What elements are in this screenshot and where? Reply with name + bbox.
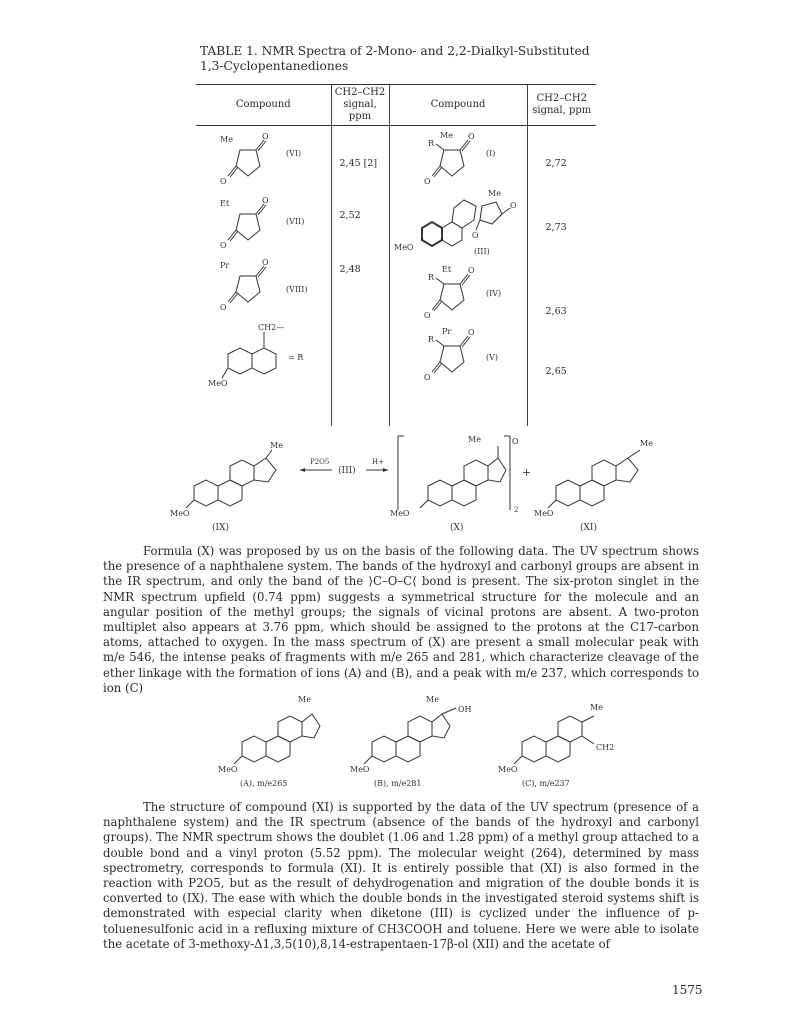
- label-xi: (XI): [580, 523, 597, 533]
- dialkyl-dione-structure: [414, 130, 524, 186]
- compound-id-v: (V): [485, 353, 498, 362]
- compound-id-i: (I): [485, 149, 495, 158]
- ion-b-label: (B), m/e281: [374, 779, 422, 788]
- svg-text:O: O: [262, 258, 269, 267]
- svg-text:O: O: [220, 303, 227, 312]
- value-viii: 2,48: [339, 264, 361, 275]
- value-iv: 2,63: [545, 306, 567, 317]
- svg-text:MeO: MeO: [498, 765, 518, 774]
- svg-text:O: O: [220, 177, 227, 186]
- paragraph-1: Formula (X) was proposed by us on the basis of the following data. The UV spectrum shows the presence of a naphthalene system. The bands of the hydroxyl and carbonyl groups are absent in the IR spectrum, and only the band of the ⟩C–O–C⟨ bond is present. The six-proton singlet in the NMR spectrum upfield (0.74 ppm) suggests a symmetrical structure for the molecule and an angular position of the methyl groups; the signals of vicinal protons are absent. A two-proton multiplet also appears at 3.76 ppm, which should be assigned to the protons at the C17-carbon atoms, attached to oxygen. In the mass spectrum of (X) are present a small molecular peak with m/e 546, the intense peaks of fragments with m/e 265 and 281, which characterize cleavage of the ether linkage with the formation of ions (A) and (B), and a peak with m/e 237, which corresponds to ion (C): [103, 544, 699, 695]
- table-caption-line2: 1,3-Cyclopentanediones: [200, 59, 349, 73]
- svg-text:Me: Me: [487, 189, 501, 198]
- right-compounds-cell: [389, 126, 527, 427]
- label-x: (X): [450, 523, 464, 533]
- reaction-mid-iii: (III): [338, 466, 356, 476]
- svg-text:Me: Me: [439, 131, 453, 140]
- plus-sign: +: [522, 466, 532, 479]
- ion-a-label: (A), m/e265: [240, 779, 288, 788]
- svg-text:Me: Me: [298, 695, 311, 704]
- cyclopentanedione-structure: [216, 130, 326, 186]
- ion-a-structure: [218, 695, 320, 788]
- left-compounds-cell: [196, 126, 331, 427]
- header-signal-right: CH2–CH2 signal, ppm: [527, 85, 596, 126]
- svg-text:MeO: MeO: [393, 243, 413, 252]
- svg-text:Et: Et: [441, 265, 451, 274]
- svg-text:Me: Me: [590, 703, 603, 712]
- svg-text:Me: Me: [640, 439, 653, 448]
- svg-text:O: O: [220, 241, 227, 250]
- svg-text:R: R: [427, 335, 434, 344]
- svg-text:O: O: [423, 177, 431, 186]
- header-signal-left: CH2–CH2 signal, ppm: [331, 85, 389, 126]
- cyclopentanedione-structure: [216, 256, 326, 312]
- value-i: 2,72: [545, 158, 567, 169]
- svg-text:MeO: MeO: [534, 509, 554, 518]
- svg-text:O: O: [467, 266, 475, 275]
- value-vi: 2,45 [2]: [339, 158, 378, 169]
- svg-text:O: O: [467, 132, 475, 141]
- dialkyl-dione-structure: [414, 324, 524, 384]
- svg-text:2: 2: [514, 506, 519, 514]
- compound-id-iii: (III): [473, 247, 490, 256]
- svg-text:MeO: MeO: [390, 509, 410, 518]
- header-compound-right: Compound: [389, 85, 527, 126]
- paragraph-2: The structure of compound (XI) is supported by the data of the UV spectrum (presence of a naphthalene system) and the IR spectrum (absence of the bands of the hydroxyl and carbonyl groups). The NMR spectrum shows the doublet (1.06 and 1.28 ppm) of a methyl group attached to a double bond and a vinyl proton (5.52 ppm). The molecular weight (264), determined by mass spectrometry, corresponds to formula (XI). It is entirely possible that (XI) is also formed in the reaction with P2O5, but as the result of dehydrogenation and migration of the double bonds it is converted to (IX). The ease with which the double bonds in the investigated steroid systems shift is demonstrated with especial clarity when diketone (III) is cyclized under the influence of p-toluenesulfonic acid in a refluxing mixture of CH3COOH and toluene. Here we were able to isolate the acetate of 3-methoxy-Δ1,3,5(10),8,14-estrapentaen-17β-ol (XII) and the acetate of: [103, 800, 699, 951]
- seco-steroid-structure: [392, 184, 527, 262]
- svg-text:O: O: [262, 196, 269, 205]
- substituent-me: Me: [220, 135, 233, 144]
- svg-text:R: R: [427, 273, 434, 282]
- reagent-p2o5: P2O5: [310, 458, 330, 466]
- value-vii: 2,52: [339, 210, 361, 221]
- reagent-h-plus: H+: [372, 458, 384, 466]
- svg-text:OH: OH: [458, 705, 472, 714]
- r-group-structure: [206, 320, 331, 396]
- ion-b-structure: [350, 695, 472, 788]
- r-group-ch2: CH2—: [258, 323, 285, 332]
- compound-xi-structure: [534, 439, 653, 518]
- svg-text:Me: Me: [426, 695, 439, 704]
- svg-text:O: O: [471, 231, 479, 240]
- ion-structures: [200, 692, 620, 792]
- header-compound-left: Compound: [196, 85, 331, 126]
- compound-ix-structure: [170, 441, 283, 518]
- cyclopentanedione-structure: [216, 194, 326, 250]
- page-number: 1575: [672, 983, 703, 997]
- svg-text:O: O: [423, 311, 431, 320]
- r-group-meo: MeO: [208, 379, 228, 388]
- label-ix: (IX): [212, 523, 229, 533]
- value-iii: 2,73: [545, 222, 567, 233]
- right-values-cell: [527, 126, 596, 427]
- substituent-pr: Pr: [220, 261, 230, 270]
- svg-text:R: R: [427, 139, 434, 148]
- compound-x-structure: [390, 435, 519, 518]
- table-caption-line1: TABLE 1. NMR Spectra of 2-Mono- and 2,2-Dialkyl-Substituted: [200, 44, 590, 58]
- svg-text:Me: Me: [468, 435, 481, 444]
- compound-id-viii: (VIII): [286, 285, 308, 294]
- ion-c-label: (C), m/e237: [522, 779, 570, 788]
- svg-text:MeO: MeO: [350, 765, 370, 774]
- svg-text:O: O: [262, 132, 269, 141]
- svg-text:CH2: CH2: [596, 743, 615, 752]
- svg-text:O: O: [509, 201, 517, 210]
- nmr-table: [196, 84, 596, 426]
- svg-text:MeO: MeO: [218, 765, 238, 774]
- table-caption: [200, 44, 650, 74]
- ion-c-structure: [498, 703, 614, 788]
- value-v: 2,65: [545, 366, 567, 377]
- svg-text:O: O: [423, 373, 431, 382]
- svg-text:Pr: Pr: [441, 327, 451, 336]
- svg-text:MeO: MeO: [170, 509, 190, 518]
- svg-text:O: O: [512, 437, 519, 446]
- svg-text:O: O: [467, 328, 475, 337]
- compound-id-vii: (VII): [286, 217, 305, 226]
- substituent-et: Et: [220, 199, 230, 208]
- r-group-eq: = R: [288, 353, 304, 362]
- left-values-cell: [331, 126, 389, 427]
- compound-id-vi: (VI): [286, 149, 302, 158]
- compound-id-iv: (IV): [485, 289, 501, 298]
- reaction-scheme: [150, 430, 670, 536]
- svg-text:Me: Me: [270, 441, 283, 450]
- dialkyl-dione-structure: [414, 262, 524, 322]
